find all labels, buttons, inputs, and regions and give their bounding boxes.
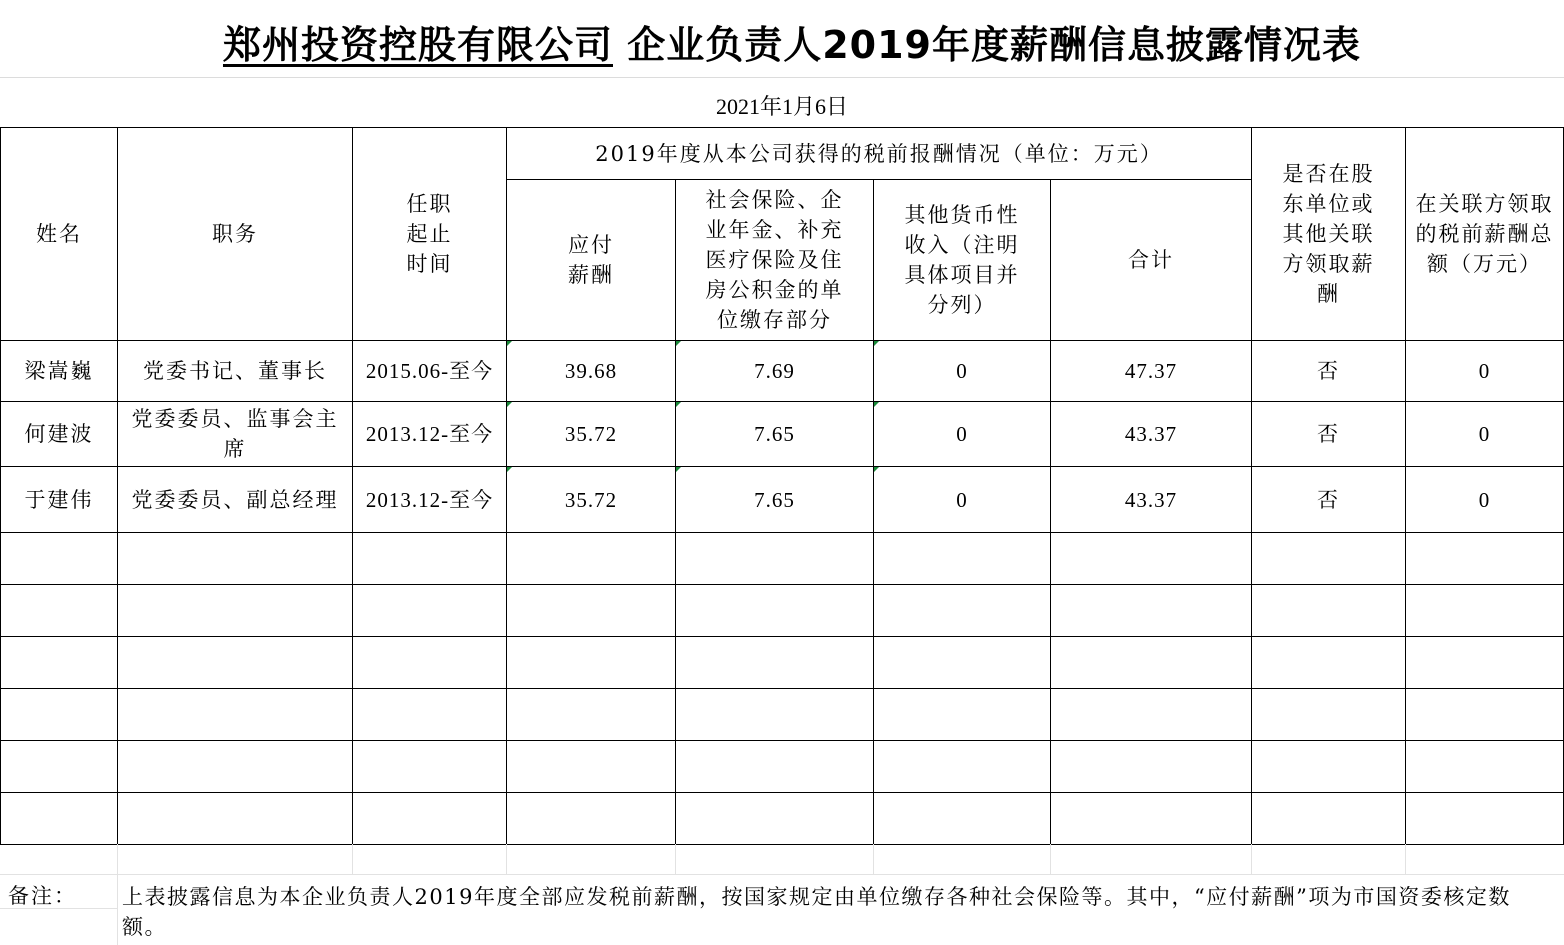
empty-row (1, 741, 1564, 793)
cell-shareholder: 否 (1252, 402, 1406, 467)
cell-payable: 35.72 (507, 467, 676, 533)
date-row (0, 78, 1564, 127)
empty-row (1, 637, 1564, 689)
title-text: 企业负责人2019年度薪酬信息披露情况表 (613, 23, 1361, 67)
cell-insurance: 7.65 (676, 402, 874, 467)
cell-other: 0 (874, 402, 1051, 467)
notes-section (0, 844, 1564, 945)
cell-related: 0 (1406, 402, 1564, 467)
cell-related: 0 (1406, 467, 1564, 533)
note-label: 备注： (8, 884, 77, 908)
header-payable: 应付薪酬 (507, 180, 676, 341)
header-related: 在关联方领取的税前薪酬总额（万元） (1406, 128, 1564, 341)
cell-position: 党委书记、董事长 (118, 341, 353, 402)
cell-other: 0 (874, 341, 1051, 402)
cell-name: 何建波 (1, 402, 118, 467)
header-name: 姓名 (1, 128, 118, 341)
title-row (0, 0, 1564, 78)
page-title (0, 14, 1564, 69)
cell-term: 2015.06-至今 (353, 341, 507, 402)
empty-row (1, 689, 1564, 741)
table-row (1, 341, 1564, 402)
cell-term: 2013.12-至今 (353, 467, 507, 533)
cell-total: 43.37 (1051, 402, 1252, 467)
header-term: 任职起止时间 (353, 128, 507, 341)
cell-position: 党委委员、监事会主席 (118, 402, 353, 467)
header-total: 合计 (1051, 180, 1252, 341)
salary-table (0, 127, 1564, 845)
empty-row (1, 793, 1564, 845)
report-date: 2021年1月6日 (715, 94, 848, 119)
table-row (1, 402, 1564, 467)
empty-row (1, 533, 1564, 585)
cell-name: 于建伟 (1, 467, 118, 533)
header-shareholder: 是否在股东单位或其他关联方领取薪酬 (1252, 128, 1406, 341)
cell-shareholder: 否 (1252, 341, 1406, 402)
header-compensation-group: 2019年度从本公司获得的税前报酬情况（单位：万元） (507, 128, 1252, 180)
cell-payable: 35.72 (507, 402, 676, 467)
company-name: 郑州投资控股有限公司 (222, 23, 613, 67)
cell-total: 47.37 (1051, 341, 1252, 402)
note-text: 上表披露信息为本企业负责人2019年度全部应发税前薪酬，按国家规定由单位缴存各种社会保险等。其中，“应付薪酬”项为市国资委核定数额。 (122, 885, 1511, 939)
cell-related: 0 (1406, 341, 1564, 402)
header-position: 职务 (118, 128, 353, 341)
cell-name: 梁嵩巍 (1, 341, 118, 402)
cell-shareholder: 否 (1252, 467, 1406, 533)
cell-insurance: 7.65 (676, 467, 874, 533)
cell-position: 党委委员、副总经理 (118, 467, 353, 533)
cell-payable: 39.68 (507, 341, 676, 402)
cell-insurance: 7.69 (676, 341, 874, 402)
header-insurance: 社会保险、企业年金、补充医疗保险及住房公积金的单位缴存部分 (676, 180, 874, 341)
cell-total: 43.37 (1051, 467, 1252, 533)
table-row (1, 467, 1564, 533)
cell-term: 2013.12-至今 (353, 402, 507, 467)
cell-other: 0 (874, 467, 1051, 533)
empty-row (1, 585, 1564, 637)
header-other: 其他货币性收入（注明具体项目并分列） (874, 180, 1051, 341)
